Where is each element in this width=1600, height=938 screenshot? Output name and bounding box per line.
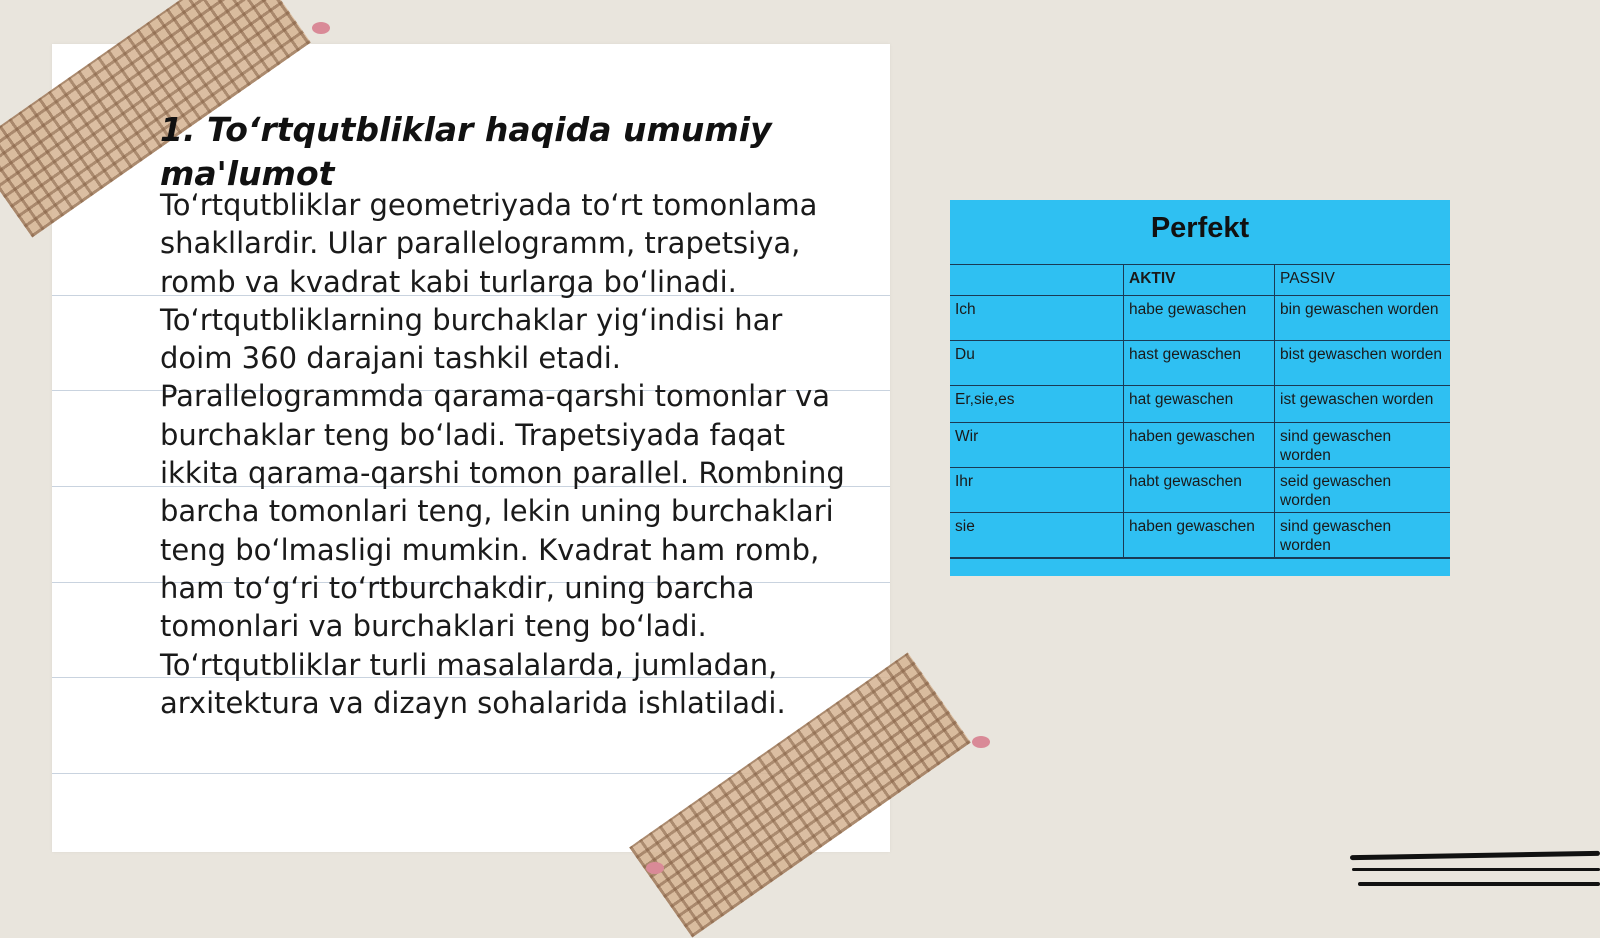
passiv-cell: bin gewaschen worden xyxy=(1275,296,1451,341)
passiv-cell: seid gewaschen worden xyxy=(1275,468,1451,513)
passiv-cell: sind gewaschen worden xyxy=(1275,423,1451,468)
table-header-passiv: PASSIV xyxy=(1275,265,1451,296)
aktiv-cell: habt gewaschen xyxy=(1124,468,1275,513)
aktiv-cell: haben gewaschen xyxy=(1124,513,1275,559)
decorative-scribble-line xyxy=(1358,882,1600,886)
perfekt-table-image xyxy=(950,200,1450,576)
table-row xyxy=(950,341,1450,386)
passiv-cell: bist gewaschen worden xyxy=(1275,341,1451,386)
pronoun-cell: Du xyxy=(950,341,1124,386)
tape-pin-dot xyxy=(646,862,664,874)
pronoun-cell: Ich xyxy=(950,296,1124,341)
conjugation-table xyxy=(950,264,1450,559)
table-title: Perfekt xyxy=(1150,212,1250,244)
tape-pin-dot xyxy=(972,736,990,748)
table-header-row xyxy=(950,265,1450,296)
decorative-scribble-line xyxy=(1352,868,1600,871)
pronoun-cell: Ihr xyxy=(950,468,1124,513)
table-header-cell xyxy=(950,265,1124,296)
table-row xyxy=(950,423,1450,468)
aktiv-cell: haben gewaschen xyxy=(1124,423,1275,468)
table-row xyxy=(950,386,1450,423)
slide-body-text: To‘rtqutbliklar geometriyada to‘rt tomonlama shakllardir. Ular parallelogramm, trapetsiya, romb va kvadrat kabi turlarga bo‘linadi. To‘rtqutbliklarning burchaklar yig‘indisi har doim 360 darajani tashkil etadi. Parallelogrammda qarama-qarshi tomonlar va burchaklar teng bo‘ladi. Trapetsiyada faqat ikkita qarama-qarshi tomon parallel. Rombning barcha tomonlari teng, lekin uning burchaklari teng bo‘lmasligi mumkin. Kvadrat ham romb, ham to‘g‘ri to‘rtburchakdir, uning barcha tomonlari va burchaklari teng bo‘ladi. To‘rtqutbliklar turli masalalarda, jumladan, arxitektura va dizayn sohalarida ishlatiladi. xyxy=(160,188,845,720)
table-row xyxy=(950,296,1450,341)
tape-pin-dot xyxy=(312,22,330,34)
decorative-scribble-line xyxy=(1350,851,1600,860)
table-header-aktiv: AKTIV xyxy=(1124,265,1275,296)
passiv-cell: ist gewaschen worden xyxy=(1275,386,1451,423)
table-row xyxy=(950,513,1450,559)
slide-title: 1. To‘rtqutbliklar haqida umumiy ma'lumot xyxy=(160,110,772,193)
pronoun-cell: sie xyxy=(950,513,1124,559)
pronoun-cell: Wir xyxy=(950,423,1124,468)
aktiv-cell: hat gewaschen xyxy=(1124,386,1275,423)
aktiv-cell: hast gewaschen xyxy=(1124,341,1275,386)
passiv-cell: sind gewaschen worden xyxy=(1275,513,1451,559)
pronoun-cell: Er,sie,es xyxy=(950,386,1124,423)
aktiv-cell: habe gewaschen xyxy=(1124,296,1275,341)
table-row xyxy=(950,468,1450,513)
